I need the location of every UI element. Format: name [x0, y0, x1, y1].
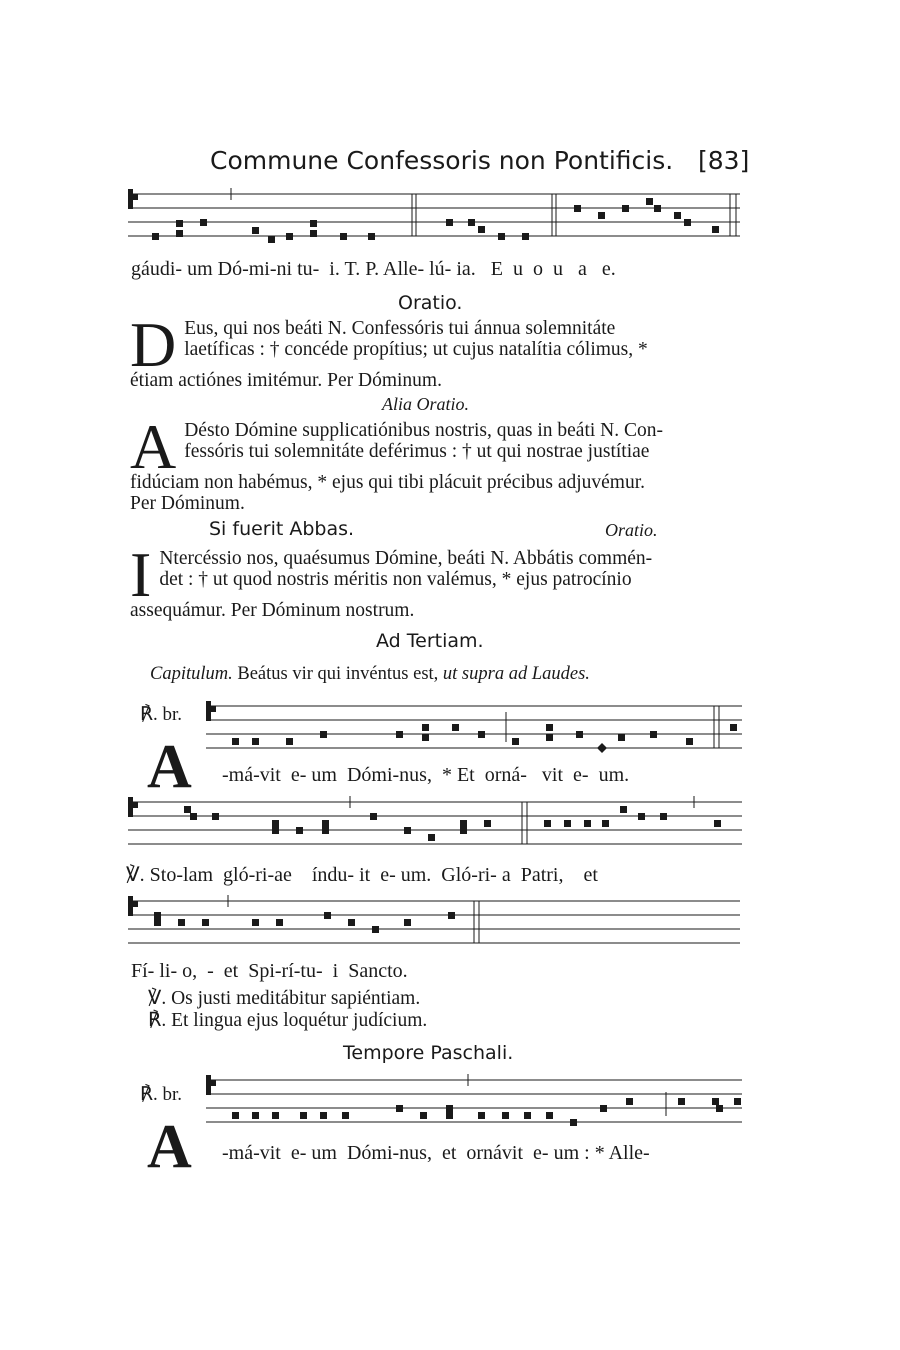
abbas-oratio-heading: Oratio. — [605, 520, 658, 540]
abbas-paragraph — [130, 539, 742, 621]
drop-cap-a: A — [130, 411, 177, 482]
drop-cap-d: D — [130, 309, 177, 380]
page-title: Commune Confessoris non Pontificis. — [210, 146, 674, 175]
responsory-lyrics-1: -má-vit e- um Dómi-nus, * Et orná- vit e- um. — [222, 764, 630, 786]
versicle: ℣. Os justi meditábitur sapiéntiam. — [148, 988, 421, 1009]
response: ℟. Et lingua ejus loquétur judícium. — [148, 1010, 428, 1031]
alia-oratio-heading: Alia Oratio. — [382, 394, 470, 414]
oratio-line-1: Eus, qui nos beáti N. Confessóris tui ánnua solemnitáte — [184, 318, 616, 339]
oratio-line-3: étiam actiónes imitémur. Per Dóminum. — [130, 370, 442, 391]
abbas-line-1: Ntercéssio nos, quaésumus Dómine, beáti N. Abbátis commén- — [159, 548, 653, 569]
capitulum-text: Beátus vir qui invéntus est, — [232, 664, 443, 684]
capitulum-reference: ut supra ad Laudes. — [442, 664, 590, 684]
abbas-line-2: det : † ut quod nostris méritis non valémus, * ejus patrocínio — [159, 569, 632, 590]
abbas-line-3: assequámur. Per Dóminum nostrum. — [130, 600, 415, 621]
chant-staff-4 — [128, 893, 740, 955]
alia-line-2: fessóris tui solemnitáte deférimus : † ut qui nostrae justítiae — [184, 441, 650, 462]
paschal-heading: Tempore Paschali. — [343, 1042, 514, 1064]
alia-line-1: Désto Dómine supplicatiónibus nostris, quas in beáti N. Con- — [184, 420, 664, 441]
responsory-lyrics-2: ℣. Sto-lam gló-ri-ae índu- it e- um. Gló-ri- a Patri, et — [126, 864, 598, 886]
responsory-label: ℟. br. — [140, 704, 183, 725]
abbas-heading: Si fuerit Abbas. — [209, 518, 355, 540]
paschal-responsory-label: ℟. br. — [140, 1084, 183, 1105]
alia-oratio-paragraph — [130, 411, 742, 514]
chant-staff-3 — [128, 794, 742, 856]
chant-staff-1 — [128, 186, 740, 248]
alia-line-4: Per Dóminum. — [130, 493, 245, 514]
page-number: [83] — [698, 146, 750, 175]
responsory-initial: A — [147, 733, 192, 801]
alia-line-3: fidúciam non habémus, * ejus qui tibi plácuit précibus adjuvémur. — [130, 472, 646, 493]
chant-lyrics-1: gáudi- um Dó-mi-ni tu- i. T. P. Alle- lú- ia. E u o u a e. — [131, 258, 616, 280]
capitulum-label: Capitulum. — [150, 664, 233, 684]
responsory-lyrics-3: Fí- li- o, - et Spi-rí-tu- i Sancto. — [131, 960, 408, 982]
paschal-lyrics: -má-vit e- um Dómi-nus, et ornávit e- um : * Alle- — [222, 1142, 650, 1164]
drop-cap-i: I — [130, 539, 152, 610]
tertia-heading: Ad Tertiam. — [376, 630, 484, 652]
paschal-initial: A — [147, 1113, 192, 1181]
oratio-paragraph — [130, 309, 742, 391]
chant-staff-5 — [206, 1072, 742, 1134]
capitulum-line — [150, 664, 590, 685]
oratio-line-2: laetíficas : † concéde propítius; ut cujus natalítia cólimus, * — [184, 339, 648, 360]
chant-staff-2 — [206, 698, 742, 760]
oratio-heading: Oratio. — [398, 292, 463, 314]
